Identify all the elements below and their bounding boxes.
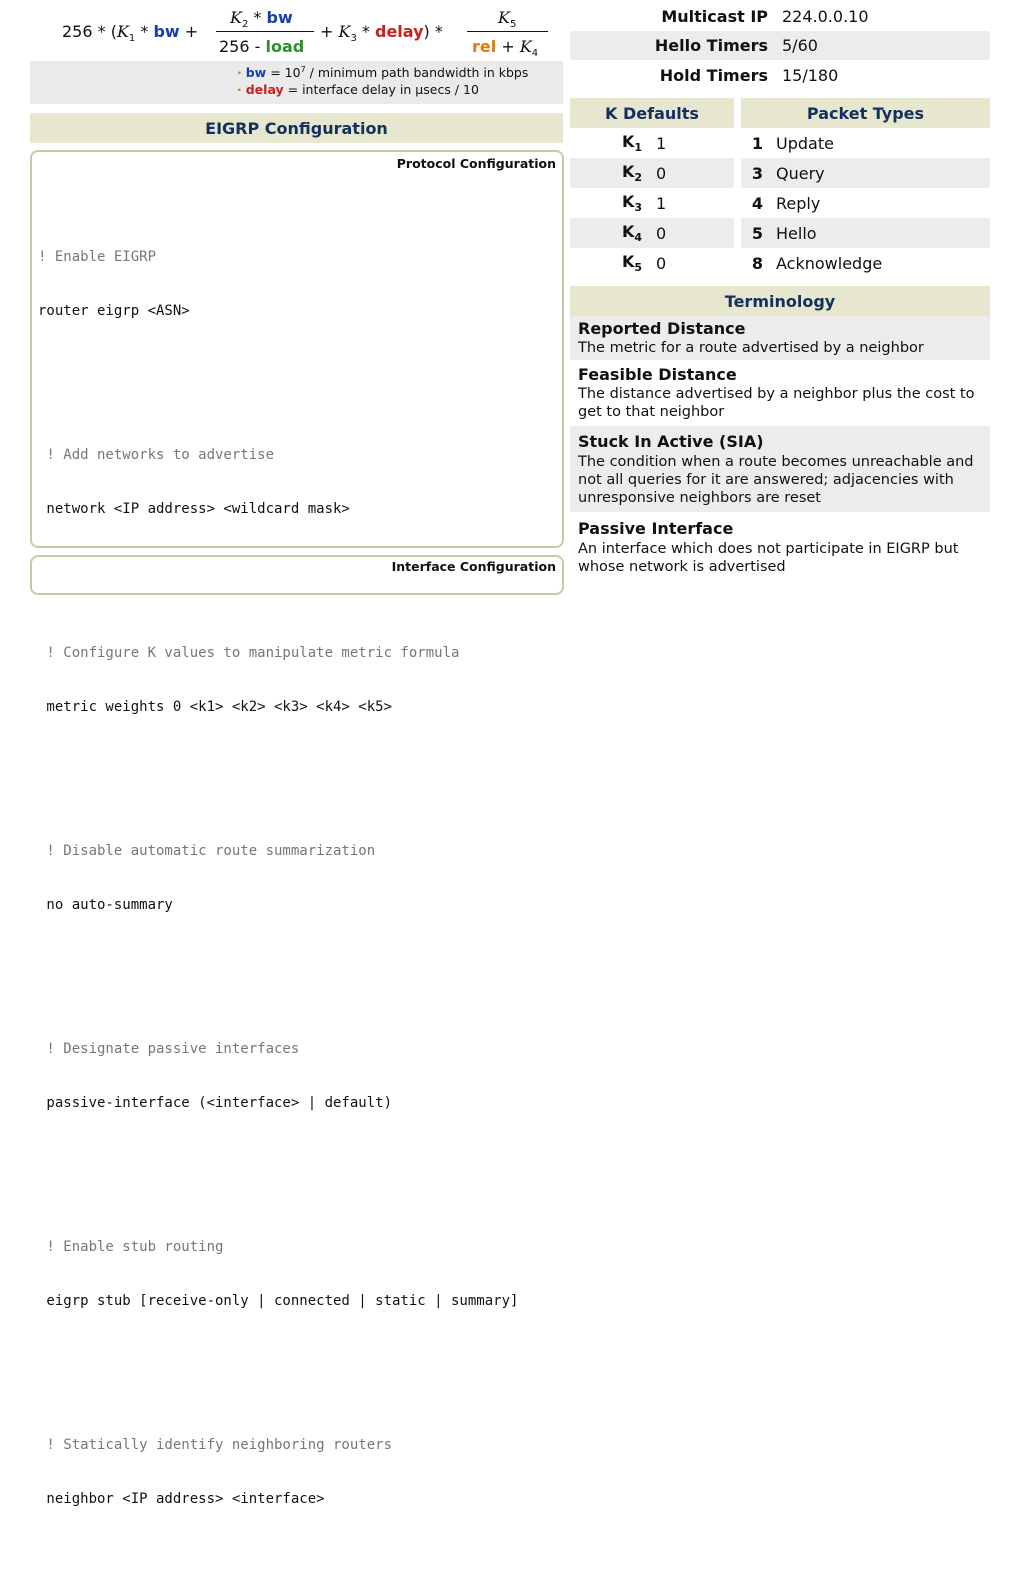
k-sub: 5 — [634, 261, 642, 275]
formula-k2: K — [230, 8, 242, 27]
k-sub: 3 — [634, 201, 642, 215]
code-command: no auto-summary — [38, 897, 173, 913]
k-label: K — [621, 191, 635, 211]
code-command: passive-interface (<interface> | default) — [38, 1095, 393, 1111]
info-value: 5/60 — [782, 36, 818, 55]
k-value: 1 — [656, 193, 667, 213]
info-row-hello — [570, 31, 990, 60]
formula-plus: + — [496, 37, 520, 56]
formula-times: * — [356, 22, 375, 41]
k-defaults-title: K Defaults — [605, 103, 699, 123]
legend-bw — [237, 65, 528, 80]
legend-bw-def: = 10 — [266, 65, 301, 81]
packet-row — [741, 218, 990, 248]
fraction-line — [216, 31, 314, 32]
k-defaults-table — [570, 128, 734, 278]
terminology-title: Terminology — [724, 291, 836, 311]
formula-plus: + — [179, 22, 199, 41]
term-item — [570, 362, 990, 424]
k-defaults-header — [570, 98, 734, 128]
fraction-numerator — [230, 8, 293, 30]
term-item — [570, 514, 990, 575]
fraction2-line — [467, 31, 548, 32]
term-description: An interface which does not participate in EIGRP but whose network is advertised — [578, 541, 959, 575]
packet-name: Reply — [776, 193, 821, 213]
formula-legend — [30, 61, 563, 104]
code-comment: ! Designate passive interfaces — [38, 1041, 300, 1057]
code-comment: ! Configure K values to manipulate metric formula — [38, 645, 460, 661]
k-label: K — [621, 221, 635, 241]
k-sub: 4 — [634, 231, 642, 245]
packet-types-header — [741, 98, 990, 128]
code-command: network <IP address> <wildcard mask> — [38, 501, 350, 517]
k-sub: 1 — [634, 141, 642, 155]
k-value: 0 — [656, 223, 667, 243]
k-row — [570, 158, 734, 188]
fraction2-denominator — [472, 37, 538, 59]
term-item — [570, 316, 990, 360]
packet-name: Update — [776, 133, 834, 153]
formula-delay: delay — [375, 22, 424, 41]
config-block — [38, 212, 518, 356]
formula-k5: K — [498, 8, 510, 27]
interface-config-title: Interface Configuration — [391, 559, 556, 574]
legend-delay — [237, 82, 479, 97]
code-comment: ! Statically identify neighboring routers — [38, 1437, 393, 1453]
packet-name: Query — [776, 163, 825, 183]
formula-bw: bw — [153, 22, 180, 41]
k-row — [570, 218, 734, 248]
legend-bw-def2: / minimum path bandwidth in kbps — [305, 65, 529, 81]
packet-name: Acknowledge — [776, 253, 883, 273]
formula-load: load — [265, 37, 305, 56]
code-comment: ! Disable automatic route summarization — [38, 843, 376, 859]
config-block — [38, 1202, 518, 1346]
k-sub: 2 — [634, 171, 642, 185]
formula-k3-sub: 3 — [350, 33, 357, 45]
packet-row — [741, 188, 990, 218]
info-value: 15/180 — [782, 66, 839, 85]
info-value: 224.0.0.10 — [782, 6, 869, 26]
k-value: 1 — [656, 133, 667, 153]
formula-plus: + — [320, 22, 339, 41]
term-description: The condition when a route becomes unreachable and not all queries for it are answered; adjacencies with unresponsive neighbors are reset — [578, 454, 974, 506]
packet-types-table — [741, 128, 990, 278]
k-label: K — [621, 251, 635, 271]
terminology-header — [570, 286, 990, 316]
term-description: The metric for a route advertised by a neighbor — [578, 340, 924, 356]
protocol-config-title: Protocol Configuration — [396, 156, 556, 171]
formula-bw: bw — [266, 8, 293, 27]
k-label: K — [621, 161, 635, 181]
legend-bw-term: bw — [245, 65, 267, 81]
fraction-denominator — [219, 37, 304, 56]
packet-num: 8 — [751, 253, 763, 273]
k-row — [570, 248, 734, 278]
k-row — [570, 128, 734, 158]
metric-formula — [0, 0, 565, 60]
interface-config-box — [30, 555, 564, 595]
legend-bullet: · — [237, 82, 242, 97]
config-header — [30, 113, 563, 143]
legend-delay-term: delay — [245, 82, 284, 97]
legend-bw-exp: 7 — [300, 65, 306, 74]
config-block — [38, 1004, 518, 1148]
config-block — [38, 806, 518, 950]
formula-times: * — [248, 8, 267, 27]
formula-k1-sub: 1 — [128, 33, 136, 45]
info-row-hold — [570, 61, 990, 90]
term-item — [570, 426, 990, 512]
term-title: Stuck In Active (SIA) — [578, 432, 764, 451]
formula-times: * — [135, 22, 154, 41]
formula-k3: K — [338, 22, 351, 41]
formula-k4: K — [519, 37, 532, 56]
legend-bullet: · — [237, 65, 242, 81]
packet-num: 4 — [751, 193, 763, 213]
formula-prefix: 256 * ( — [62, 22, 117, 41]
packet-name: Hello — [776, 223, 817, 243]
config-block — [38, 410, 518, 554]
k-value: 0 — [656, 253, 667, 273]
config-title: EIGRP Configuration — [205, 118, 388, 138]
code-comment: ! Add networks to advertise — [38, 447, 275, 463]
code-comment: ! Enable EIGRP — [38, 249, 157, 265]
formula-256: 256 - — [219, 37, 266, 56]
packet-types-title: Packet Types — [806, 103, 925, 123]
config-block — [38, 1400, 518, 1544]
info-label: Multicast IP — [661, 6, 768, 26]
fraction2-numerator — [498, 8, 516, 30]
term-description: The distance advertised by a neighbor plus the cost to get to that neighbor — [578, 386, 975, 420]
formula-k5-sub: 5 — [509, 19, 517, 31]
packet-num: 5 — [751, 223, 763, 243]
packet-row — [741, 158, 990, 188]
k-label: K — [621, 131, 635, 151]
code-comment: ! Enable stub routing — [38, 1239, 224, 1255]
formula-rel: rel — [472, 37, 497, 56]
code-command: eigrp stub [receive-only | connected | static | summary] — [38, 1293, 519, 1309]
term-title: Reported Distance — [578, 319, 746, 338]
info-label: Hold Timers — [659, 66, 768, 85]
config-block — [38, 608, 518, 752]
code-command: metric weights 0 <k1> <k2> <k3> <k4> <k5> — [38, 699, 393, 715]
packet-num: 3 — [751, 163, 763, 183]
info-label: Hello Timers — [654, 36, 768, 55]
info-row-multicast — [570, 2, 990, 30]
code-command: router eigrp <ASN> — [38, 303, 190, 319]
code-command: neighbor <IP address> <interface> — [38, 1491, 325, 1507]
k-row — [570, 188, 734, 218]
packet-row — [741, 248, 990, 278]
formula-close: ) * — [423, 22, 443, 41]
config-code — [38, 176, 518, 1580]
packet-num: 1 — [751, 133, 763, 153]
k-value: 0 — [656, 163, 667, 183]
formula-k1: K — [116, 22, 129, 41]
term-title: Passive Interface — [578, 519, 734, 538]
legend-delay-def: = interface delay in μsecs / 10 — [283, 82, 479, 97]
formula-k2-sub: 2 — [241, 19, 249, 31]
formula-k4-sub: 4 — [531, 48, 539, 60]
term-title: Feasible Distance — [578, 365, 737, 384]
packet-row — [741, 128, 990, 158]
